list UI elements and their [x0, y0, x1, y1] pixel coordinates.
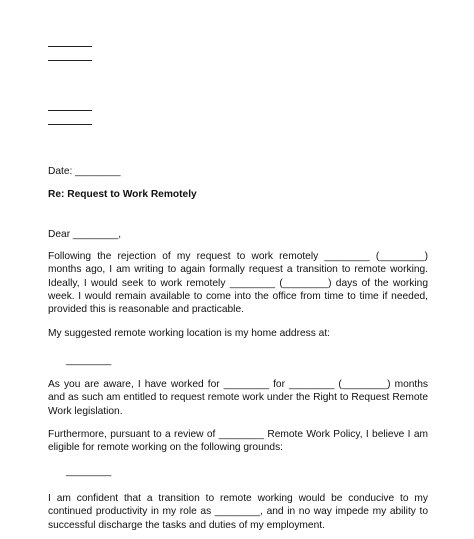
subject-line: Re: Request to Work Remotely: [48, 189, 197, 200]
sender-address-line-2: [48, 60, 92, 61]
date-line: Date: ________: [48, 166, 121, 177]
paragraph-policy: Furthermore, pursuant to a review of ________ Remote Work Policy, I believe I am eligible for remote working on the following grounds:: [48, 429, 428, 454]
grounds-blank: ________: [66, 466, 112, 477]
paragraph-tenure: As you are aware, I have worked for ________ for ________ (________) months and as such am entitled to request remote work under the Right to Request Remote Work legislation.: [48, 379, 428, 417]
paragraph-productivity: I am confident that a transition to remote working would be conducive to my continued productivity in my role as ________, and in no way impede my ability to successful discharge the tasks and duties of my employment.: [48, 493, 428, 531]
paragraph-rejection: Following the rejection of my request to work remotely ________ (________) months ago, I am writing to again formally request a transition to remote working. Ideally, I would seek to work remotely ________ (________) days of the working week. I would remain available to come into the office from time to time if needed, provided this is reasonable and practicable.: [48, 251, 428, 316]
location-blank: ________: [66, 355, 112, 366]
paragraph-location: My suggested remote working location is my home address at:: [48, 328, 330, 339]
recipient-address-line-2: [48, 124, 92, 125]
sender-address-line-1: [48, 46, 92, 47]
salutation: Dear ________,: [48, 229, 122, 240]
recipient-address-line-1: [48, 110, 92, 111]
